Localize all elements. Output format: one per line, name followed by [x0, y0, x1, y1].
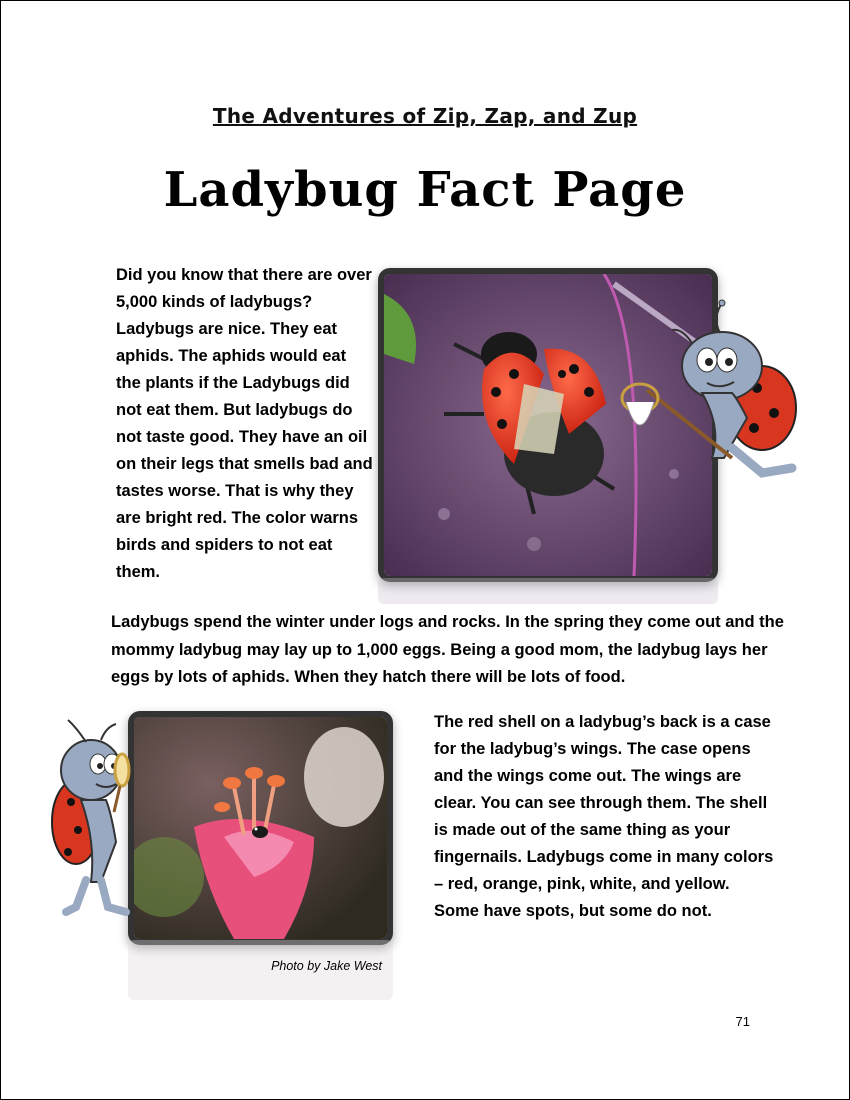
- ladybug-character-with-magnifier-icon: [46, 712, 138, 920]
- ladybug-character-with-net-icon: [612, 298, 808, 498]
- series-title: The Adventures of Zip, Zap, and Zup: [212, 104, 638, 128]
- flower-illustration: [134, 717, 387, 939]
- page-title: Ladybug Fact Page: [163, 162, 687, 218]
- photo-caption: Photo by Jake West: [271, 959, 382, 973]
- page-number: 71: [735, 1014, 750, 1029]
- paragraph-shell: The red shell on a ladybug’s back is a case for the ladybug’s wings. The case opens and the wings come out. The wings are clear. You can see through them. The shell is made out of the same thing as your fingernails. Ladybugs come in many colors – red, orange, pink, white, and yellow. Some have spots, but some do not.: [434, 713, 774, 920]
- paragraph-intro: Did you know that there are over 5,000 kinds of ladybugs? Ladybugs are nice. They eat aphids. The aphids would eat the plants if the Ladybugs did not eat them. But ladybugs do not taste good. They have an oil on their legs that smells bad and tastes worse. That is why they are bright red. The color warns birds and spiders to not eat them.: [116, 266, 373, 581]
- photo-1-reflection: [378, 578, 718, 604]
- paragraph-winter: Ladybugs spend the winter under logs and rocks. In the spring they come out and the mommy ladybug may lay up to 1,000 eggs. Being a good mom, the ladybug lays her eggs by lots of aphids. When they hatch there will be lots of food.: [111, 613, 784, 686]
- flower-photo: [128, 711, 393, 945]
